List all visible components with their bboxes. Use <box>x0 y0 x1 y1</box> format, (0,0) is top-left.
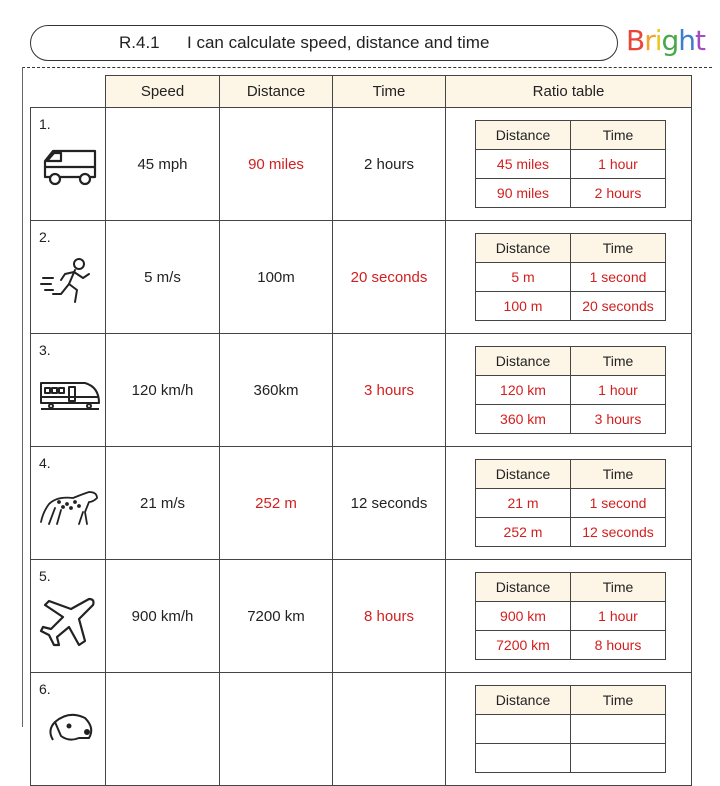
ratio-distance-header: Distance <box>476 460 571 489</box>
ratio-time-value: 1 second <box>571 489 666 518</box>
time-cell: 3 hours <box>333 334 446 447</box>
question-number: 5. <box>39 568 51 584</box>
ratio-time-header: Time <box>571 234 666 263</box>
ratio-cell <box>446 334 692 447</box>
airplane-icon <box>39 595 101 647</box>
ratio-distance-value <box>476 715 571 744</box>
question-row <box>31 108 692 221</box>
distance-cell: 100m <box>220 221 333 334</box>
ratio-time-value: 1 hour <box>571 376 666 405</box>
ratio-time-header: Time <box>571 347 666 376</box>
time-cell: 2 hours <box>333 108 446 221</box>
ratio-time-value: 3 hours <box>571 405 666 434</box>
dashed-divider <box>22 67 712 68</box>
question-cell <box>31 334 106 447</box>
ratio-time-value: 1 second <box>571 263 666 292</box>
ratio-time-value: 20 seconds <box>571 292 666 321</box>
ratio-distance-header: Distance <box>476 686 571 715</box>
objective-code: R.4.1 <box>119 33 160 52</box>
ratio-distance-header: Distance <box>476 347 571 376</box>
ratio-cell <box>446 560 692 673</box>
ratio-time-value <box>571 744 666 773</box>
distance-cell: 90 miles <box>220 108 333 221</box>
ratio-table <box>475 346 666 434</box>
ratio-time-value: 12 seconds <box>571 518 666 547</box>
brand-letter: t <box>695 24 706 57</box>
question-number: 1. <box>39 116 51 132</box>
ratio-table <box>475 685 666 773</box>
ratio-distance-value: 21 m <box>476 489 571 518</box>
margin-line <box>22 67 23 727</box>
runner-icon <box>39 256 101 308</box>
distance-header: Distance <box>220 76 333 108</box>
ratio-time-value: 8 hours <box>571 631 666 660</box>
ratio-distance-value: 900 km <box>476 602 571 631</box>
ratio-table <box>475 459 666 547</box>
ratio-distance-value: 252 m <box>476 518 571 547</box>
distance-cell: 360km <box>220 334 333 447</box>
page-title: I can calculate speed, distance and time <box>187 33 490 52</box>
ratio-distance-value: 45 miles <box>476 150 571 179</box>
train-icon <box>39 369 101 421</box>
brand-letter: i <box>654 24 662 57</box>
ratio-distance-header: Distance <box>476 121 571 150</box>
ratio-table <box>475 120 666 208</box>
ratio-table-header: Ratio table <box>446 76 692 108</box>
speed-cell: 5 m/s <box>106 221 220 334</box>
ratio-distance-value: 90 miles <box>476 179 571 208</box>
ratio-time-header: Time <box>571 460 666 489</box>
van-icon <box>39 143 101 195</box>
ratio-cell <box>446 108 692 221</box>
ratio-distance-value: 360 km <box>476 405 571 434</box>
ratio-distance-header: Distance <box>476 234 571 263</box>
ratio-time-header: Time <box>571 573 666 602</box>
question-row <box>31 334 692 447</box>
ratio-time-header: Time <box>571 686 666 715</box>
blank-header <box>31 76 106 108</box>
speed-cell: 900 km/h <box>106 560 220 673</box>
header-row <box>31 76 692 108</box>
distance-cell: 7200 km <box>220 560 333 673</box>
question-row <box>31 447 692 560</box>
speed-cell: 21 m/s <box>106 447 220 560</box>
speed-cell <box>106 673 220 786</box>
question-cell <box>31 108 106 221</box>
distance-cell: 252 m <box>220 447 333 560</box>
ratio-time-value: 1 hour <box>571 150 666 179</box>
question-number: 2. <box>39 229 51 245</box>
question-number: 6. <box>39 681 51 697</box>
ratio-distance-value: 5 m <box>476 263 571 292</box>
question-cell <box>31 221 106 334</box>
ratio-cell <box>446 221 692 334</box>
time-cell: 20 seconds <box>333 221 446 334</box>
question-number: 3. <box>39 342 51 358</box>
question-row <box>31 221 692 334</box>
brand-letter: B <box>626 24 645 57</box>
brand-logo <box>626 24 705 57</box>
ratio-table <box>475 572 666 660</box>
time-header: Time <box>333 76 446 108</box>
ratio-time-value: 1 hour <box>571 602 666 631</box>
question-row <box>31 560 692 673</box>
speed-cell: 120 km/h <box>106 334 220 447</box>
question-cell <box>31 447 106 560</box>
ratio-cell <box>446 673 692 786</box>
title-bar <box>30 25 618 61</box>
time-cell: 8 hours <box>333 560 446 673</box>
ratio-distance-value <box>476 744 571 773</box>
cheetah-icon <box>39 482 101 534</box>
worksheet-table <box>30 75 692 786</box>
brand-letter: h <box>678 24 696 57</box>
brand-letter: g <box>661 24 679 57</box>
question-row <box>31 673 692 786</box>
ratio-distance-header: Distance <box>476 573 571 602</box>
ratio-distance-value: 7200 km <box>476 631 571 660</box>
question-cell <box>31 673 106 786</box>
time-cell: 12 seconds <box>333 447 446 560</box>
ratio-distance-value: 100 m <box>476 292 571 321</box>
ratio-time-header: Time <box>571 121 666 150</box>
dog-icon <box>39 708 101 760</box>
time-cell <box>333 673 446 786</box>
speed-header: Speed <box>106 76 220 108</box>
ratio-distance-value: 120 km <box>476 376 571 405</box>
question-number: 4. <box>39 455 51 471</box>
question-cell <box>31 560 106 673</box>
distance-cell <box>220 673 333 786</box>
speed-cell: 45 mph <box>106 108 220 221</box>
ratio-time-value <box>571 715 666 744</box>
ratio-time-value: 2 hours <box>571 179 666 208</box>
ratio-table <box>475 233 666 321</box>
ratio-cell <box>446 447 692 560</box>
brand-letter: r <box>644 24 655 57</box>
